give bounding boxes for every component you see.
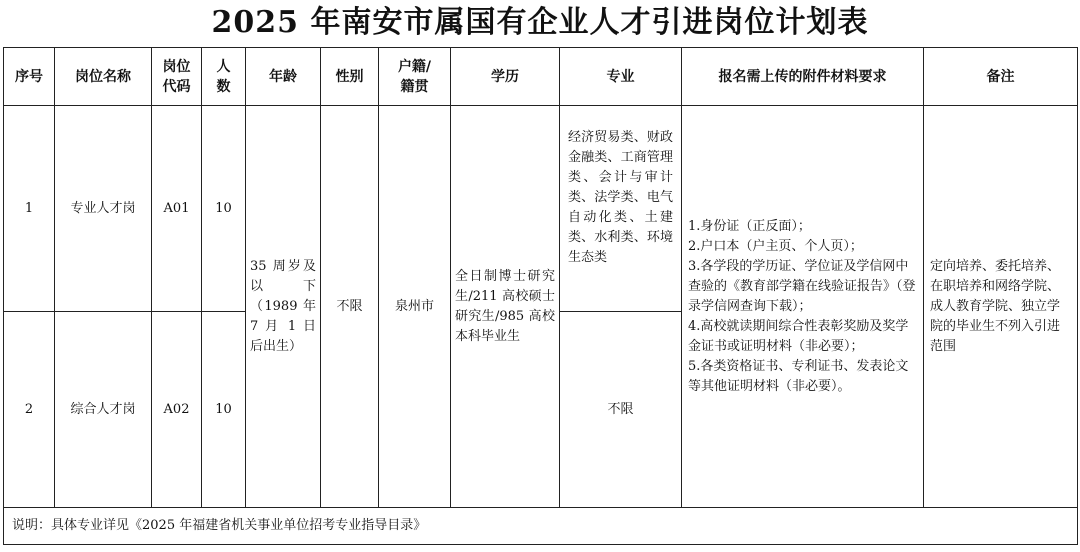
note-row xyxy=(4,508,1078,545)
header-position-name: 岗位名称 xyxy=(55,48,152,106)
cell-remarks: 定向培养、委托培养、在职培养和网络学院、成人教育学院、独立学院的毕业生不列入引进范围 xyxy=(924,106,1078,508)
header-education: 学历 xyxy=(451,48,560,106)
cell-attachments: 1.身份证（正反面）； 2.户口本（户主页、个人页）； 3.各学段的学历证、学位证及学信网中查验的《教育部学籍在线验证报告》（登录学信网查询下载）； 4.高校就读期间综合性表彰奖励及奖学金证书或证明材料（非必要）； 5.各类资格证书、专利证书、发表论文等其他证明材料（非必要）。 xyxy=(682,106,924,508)
header-gender: 性别 xyxy=(321,48,379,106)
recruitment-plan-table xyxy=(3,47,1078,545)
cell-position-name: 综合人才岗 xyxy=(55,312,152,508)
cell-major: 不限 xyxy=(560,312,682,508)
cell-hukou: 泉州市 xyxy=(379,106,451,508)
cell-major: 经济贸易类、财政金融类、工商管理类、会计与审计类、法学类、电气自动化类、土建类、水利类、环境生态类 xyxy=(560,106,682,312)
cell-position-name: 专业人才岗 xyxy=(55,106,152,312)
header-attachments: 报名需上传的附件材料要求 xyxy=(682,48,924,106)
cell-count: 10 xyxy=(202,106,246,312)
header-seq: 序号 xyxy=(4,48,55,106)
cell-position-code: A02 xyxy=(152,312,202,508)
cell-count: 10 xyxy=(202,312,246,508)
cell-education: 全日制博士研究生/211 高校硕士研究生/985 高校本科毕业生 xyxy=(451,106,560,508)
header-hukou: 户籍/ 籍贯 xyxy=(379,48,451,106)
document-title: 2025 年南安市属国有企业人才引进岗位计划表 xyxy=(211,5,869,40)
header-remarks: 备注 xyxy=(924,48,1078,106)
header-count: 人 数 xyxy=(202,48,246,106)
cell-gender: 不限 xyxy=(321,106,379,508)
table-row xyxy=(4,106,1078,312)
cell-seq: 1 xyxy=(4,106,55,312)
header-age: 年龄 xyxy=(246,48,321,106)
cell-seq: 2 xyxy=(4,312,55,508)
cell-position-code: A01 xyxy=(152,106,202,312)
header-position-code: 岗位 代码 xyxy=(152,48,202,106)
note-text: 说明：具体专业详见《2025 年福建省机关事业单位招考专业指导目录》 xyxy=(4,508,1078,545)
header-row xyxy=(4,48,1078,106)
cell-age: 35 周岁及以下（1989 年 7 月 1 日后出生） xyxy=(246,106,321,508)
header-major: 专业 xyxy=(560,48,682,106)
